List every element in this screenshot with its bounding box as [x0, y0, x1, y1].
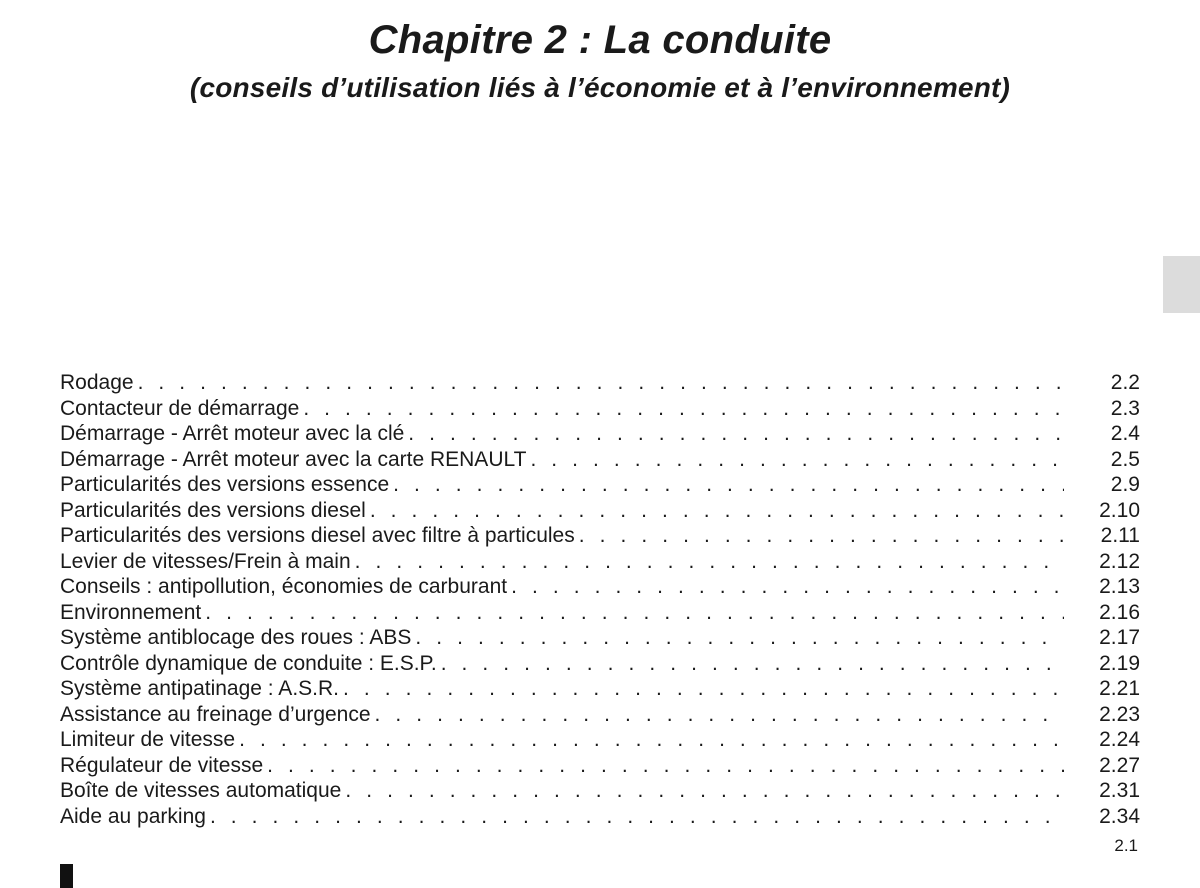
- toc-entry[interactable]: [60, 421, 1140, 447]
- dot-leader: [393, 472, 1064, 498]
- toc-entry-page: 2.31: [1099, 779, 1140, 802]
- page-number: 2.1: [1114, 836, 1138, 855]
- toc-entry-label: Rodage: [60, 371, 134, 394]
- dot-leader: [441, 651, 1064, 677]
- toc-entry-label: Démarrage - Arrêt moteur avec la carte RENAULT: [60, 447, 527, 471]
- dot-leader: [530, 447, 1064, 473]
- toc-entry-label: Contacteur de démarrage: [60, 396, 300, 420]
- toc-entry-label: Système antipatinage : A.S.R.: [60, 677, 339, 700]
- dot-leader: [239, 727, 1064, 753]
- toc-entry[interactable]: [60, 523, 1140, 549]
- toc-entry-page: 2.12: [1099, 549, 1140, 573]
- toc-entry[interactable]: [60, 600, 1140, 626]
- toc-entry-label: Assistance au freinage d’urgence: [60, 702, 371, 726]
- table-of-contents: [60, 370, 1140, 829]
- chapter-side-tab: [1163, 256, 1200, 313]
- dot-leader: [210, 804, 1064, 830]
- toc-entry-label: Régulateur de vitesse: [60, 753, 264, 777]
- toc-entry-label: Particularités des versions diesel: [60, 498, 366, 522]
- dot-leader: [370, 498, 1064, 524]
- toc-entry-page: 2.21: [1099, 677, 1140, 700]
- dot-leader: [343, 676, 1064, 702]
- toc-entry-page: 2.27: [1099, 753, 1140, 777]
- toc-entry[interactable]: [60, 753, 1140, 779]
- toc-entry[interactable]: [60, 549, 1140, 575]
- toc-entry-page: 2.16: [1099, 600, 1140, 624]
- dot-leader: [579, 523, 1064, 549]
- toc-entry-label: Environnement: [60, 600, 202, 624]
- toc-entry[interactable]: [60, 727, 1140, 753]
- dot-leader: [267, 753, 1064, 779]
- dot-leader: [415, 625, 1064, 651]
- toc-entry-page: 2.13: [1099, 575, 1140, 598]
- dot-leader: [303, 396, 1064, 422]
- toc-entry-label: Contrôle dynamique de conduite : E.S.P.: [60, 651, 437, 675]
- toc-entry[interactable]: [60, 804, 1140, 830]
- toc-entry-page: 2.2: [1110, 371, 1140, 394]
- toc-entry-label: Système antiblocage des roues : ABS: [60, 626, 412, 649]
- toc-entry-page: 2.9: [1110, 473, 1140, 496]
- page-corner-marker: [60, 864, 73, 888]
- toc-entry[interactable]: [60, 574, 1140, 600]
- dot-leader: [511, 574, 1064, 600]
- chapter-subtitle: (conseils d’utilisation liés à l’économie et à l’environnement): [189, 72, 1011, 103]
- toc-entry-page: 2.17: [1099, 626, 1140, 649]
- dot-leader: [345, 778, 1064, 804]
- toc-entry-label: Conseils : antipollution, économies de carburant: [60, 575, 508, 598]
- chapter-header: [0, 14, 1200, 108]
- toc-entry[interactable]: [60, 676, 1140, 702]
- toc-entry[interactable]: [60, 396, 1140, 422]
- dot-leader: [355, 549, 1064, 575]
- toc-entry-label: Boîte de vitesses automatique: [60, 779, 342, 802]
- toc-entry-page: 2.3: [1110, 396, 1140, 420]
- dot-leader: [138, 370, 1064, 396]
- dot-leader: [375, 702, 1064, 728]
- toc-entry-label: Aide au parking: [60, 804, 206, 828]
- toc-entry-page: 2.23: [1099, 702, 1140, 726]
- toc-entry-page: 2.24: [1099, 728, 1140, 751]
- toc-entry-label: Particularités des versions diesel avec filtre à particules: [60, 524, 575, 547]
- toc-entry-page: 2.11: [1100, 524, 1140, 547]
- toc-entry[interactable]: [60, 625, 1140, 651]
- toc-entry[interactable]: [60, 498, 1140, 524]
- toc-entry[interactable]: [60, 472, 1140, 498]
- toc-entry-page: 2.10: [1099, 498, 1140, 522]
- toc-entry[interactable]: [60, 702, 1140, 728]
- toc-entry-label: Levier de vitesses/Frein à main: [60, 549, 351, 573]
- dot-leader: [205, 600, 1064, 626]
- toc-entry[interactable]: [60, 370, 1140, 396]
- toc-entry[interactable]: [60, 447, 1140, 473]
- toc-entry-page: 2.5: [1110, 447, 1140, 471]
- toc-entry-page: 2.34: [1099, 804, 1140, 828]
- chapter-title: Chapitre 2 : La conduite: [368, 18, 832, 62]
- toc-entry[interactable]: [60, 651, 1140, 677]
- toc-entry-page: 2.19: [1099, 651, 1140, 675]
- toc-entry-label: Démarrage - Arrêt moteur avec la clé: [60, 422, 405, 445]
- toc-entry[interactable]: [60, 778, 1140, 804]
- toc-entry-label: Limiteur de vitesse: [60, 728, 236, 751]
- toc-entry-page: 2.4: [1110, 422, 1140, 445]
- dot-leader: [408, 421, 1064, 447]
- toc-entry-label: Particularités des versions essence: [60, 473, 390, 496]
